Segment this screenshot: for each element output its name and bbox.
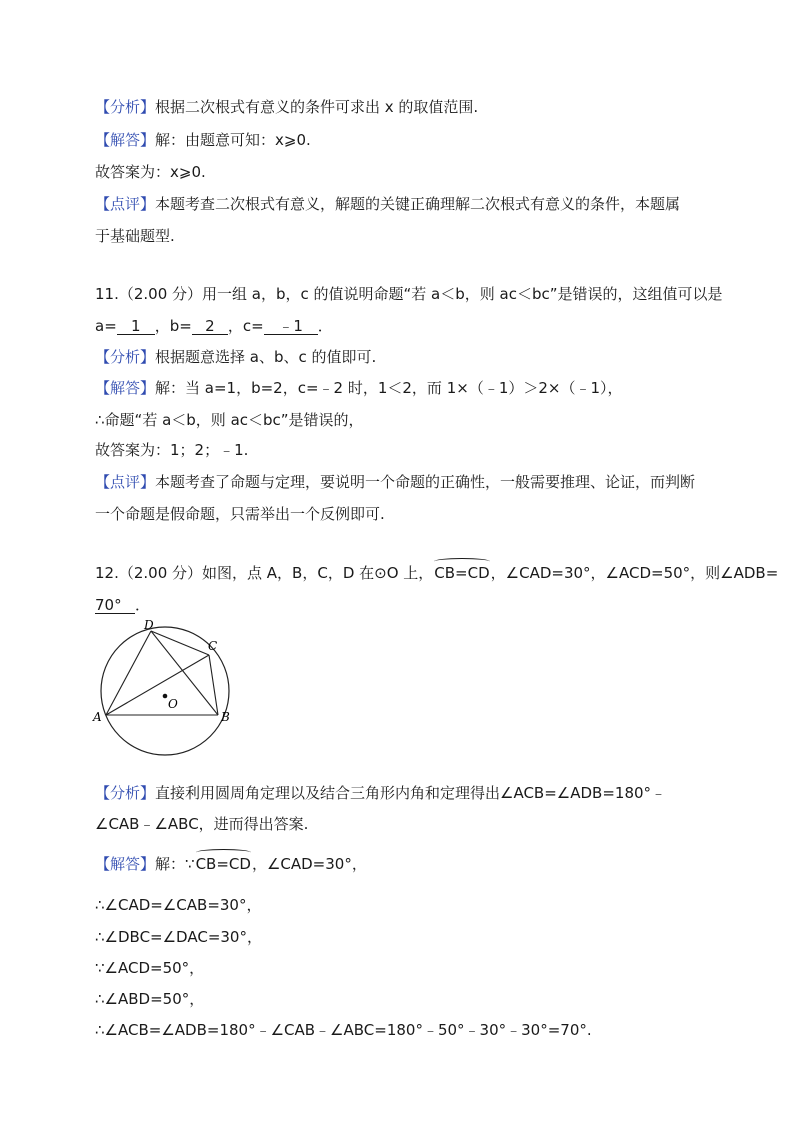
q12-stem <box>95 563 778 583</box>
label-a: A <box>93 710 102 724</box>
answer-suffix: ，∠CAD=30°， <box>251 855 367 873</box>
analysis-text: 根据题意选择 a、b、c 的值即可. <box>155 348 377 366</box>
analysis-tag: 【分析】 <box>95 784 156 802</box>
arc-cb: CB <box>434 564 456 582</box>
center-dot <box>163 694 168 699</box>
c-label: ，c= <box>227 317 264 335</box>
arc-cd: CD <box>467 564 490 582</box>
q11-comment-1 <box>95 472 695 492</box>
circle-figure <box>90 617 250 762</box>
end-mark: ． <box>135 596 151 614</box>
q11-analysis <box>95 347 376 367</box>
arc-eq: = <box>455 564 468 582</box>
comment-tag: 【点评】 <box>95 195 156 213</box>
q10-answer <box>95 130 311 150</box>
q10-comment-1 <box>95 194 680 214</box>
segment-dc <box>151 631 209 655</box>
q12-step: ∴∠CAD=∠CAB=30°， <box>95 896 262 914</box>
arc-cd: CD <box>228 855 251 873</box>
label-c: C <box>208 639 218 653</box>
arc-cb: CB <box>195 855 217 873</box>
answer-tag: 【解答】 <box>95 379 156 397</box>
answer-tag: 【解答】 <box>95 855 156 873</box>
comment-tag: 【点评】 <box>95 473 156 491</box>
arc-eq: = <box>216 855 229 873</box>
q10-final: 故答案为：x⩾0. <box>95 163 206 181</box>
q12-step: ∴∠DBC=∠DAC=30°， <box>95 928 262 946</box>
a-label: a= <box>95 317 117 335</box>
q12-step: ∴∠ABD=50°， <box>95 990 205 1008</box>
end-mark: ． <box>317 317 333 335</box>
b-label: ，b= <box>154 317 192 335</box>
analysis-text: 根据二次根式有意义的条件可求出 x 的取值范围. <box>155 98 479 116</box>
analysis-tag: 【分析】 <box>95 348 156 366</box>
analysis-tag: 【分析】 <box>95 98 156 116</box>
q11-therefore: ∴命题“若 a＜b，则 ac＜bc”是错误的， <box>95 411 364 429</box>
q12-step: ∴∠ACB=∠ADB=180°﹣∠CAB﹣∠ABC=180°﹣50°﹣30°﹣30°=70°. <box>95 1021 592 1039</box>
stem-part1: 12.（2.00 分）如图，点 A，B，C，D 在⊙O 上， <box>95 564 434 582</box>
c-blank: ﹣1 <box>264 318 318 335</box>
analysis-text: 直接利用圆周角定理以及结合三角形内角和定理得出∠ACB=∠ADB=180°﹣ <box>155 784 667 802</box>
q12-answer <box>95 854 367 874</box>
q12-analysis-2: ∠CAB﹣∠ABC，进而得出答案. <box>95 815 309 833</box>
label-o: O <box>168 697 178 711</box>
b-blank: 2 <box>192 318 228 335</box>
comment-text: 本题考查二次根式有意义，解题的关键正确理解二次根式有意义的条件，本题属 <box>155 195 681 213</box>
q10-comment-2: 于基础题型. <box>95 227 175 245</box>
q11-comment-2: 一个命题是假命题，只需举出一个反例即可. <box>95 505 385 523</box>
label-d: D <box>144 618 154 632</box>
answer-text: 解：由题意可知：x⩾0. <box>155 131 311 149</box>
adb-blank: 70° <box>95 597 135 614</box>
answer-tag: 【解答】 <box>95 131 156 149</box>
label-b: B <box>221 710 230 724</box>
stem-part2: ，∠CAD=30°，∠ACD=50°，则∠ADB= <box>490 564 779 582</box>
arc-cb-cd-answer <box>195 854 252 874</box>
arc-cb-cd <box>433 563 490 583</box>
q11-stem: 11.（2.00 分）用一组 a，b，c 的值说明命题“若 a＜b，则 ac＜bc”是错误的，这组值可以是 <box>95 285 723 303</box>
q12-step: ∵∠ACD=50°， <box>95 959 205 977</box>
q11-answer <box>95 378 623 398</box>
q12-analysis-1 <box>95 783 666 803</box>
a-blank: 1 <box>117 318 155 335</box>
q10-analysis <box>95 97 478 117</box>
q11-blanks <box>95 316 333 336</box>
answer-prefix: 解：∵ <box>155 855 195 873</box>
q12-blank-line <box>95 595 150 615</box>
answer-text: 解：当 a=1，b=2，c=﹣2 时，1＜2，而 1×（﹣1）＞2×（﹣1）， <box>155 379 623 397</box>
q11-final: 故答案为：1；2；﹣1. <box>95 441 249 459</box>
comment-text: 本题考查了命题与定理，要说明一个命题的正确性，一般需要推理、论证，而判断 <box>155 473 696 491</box>
